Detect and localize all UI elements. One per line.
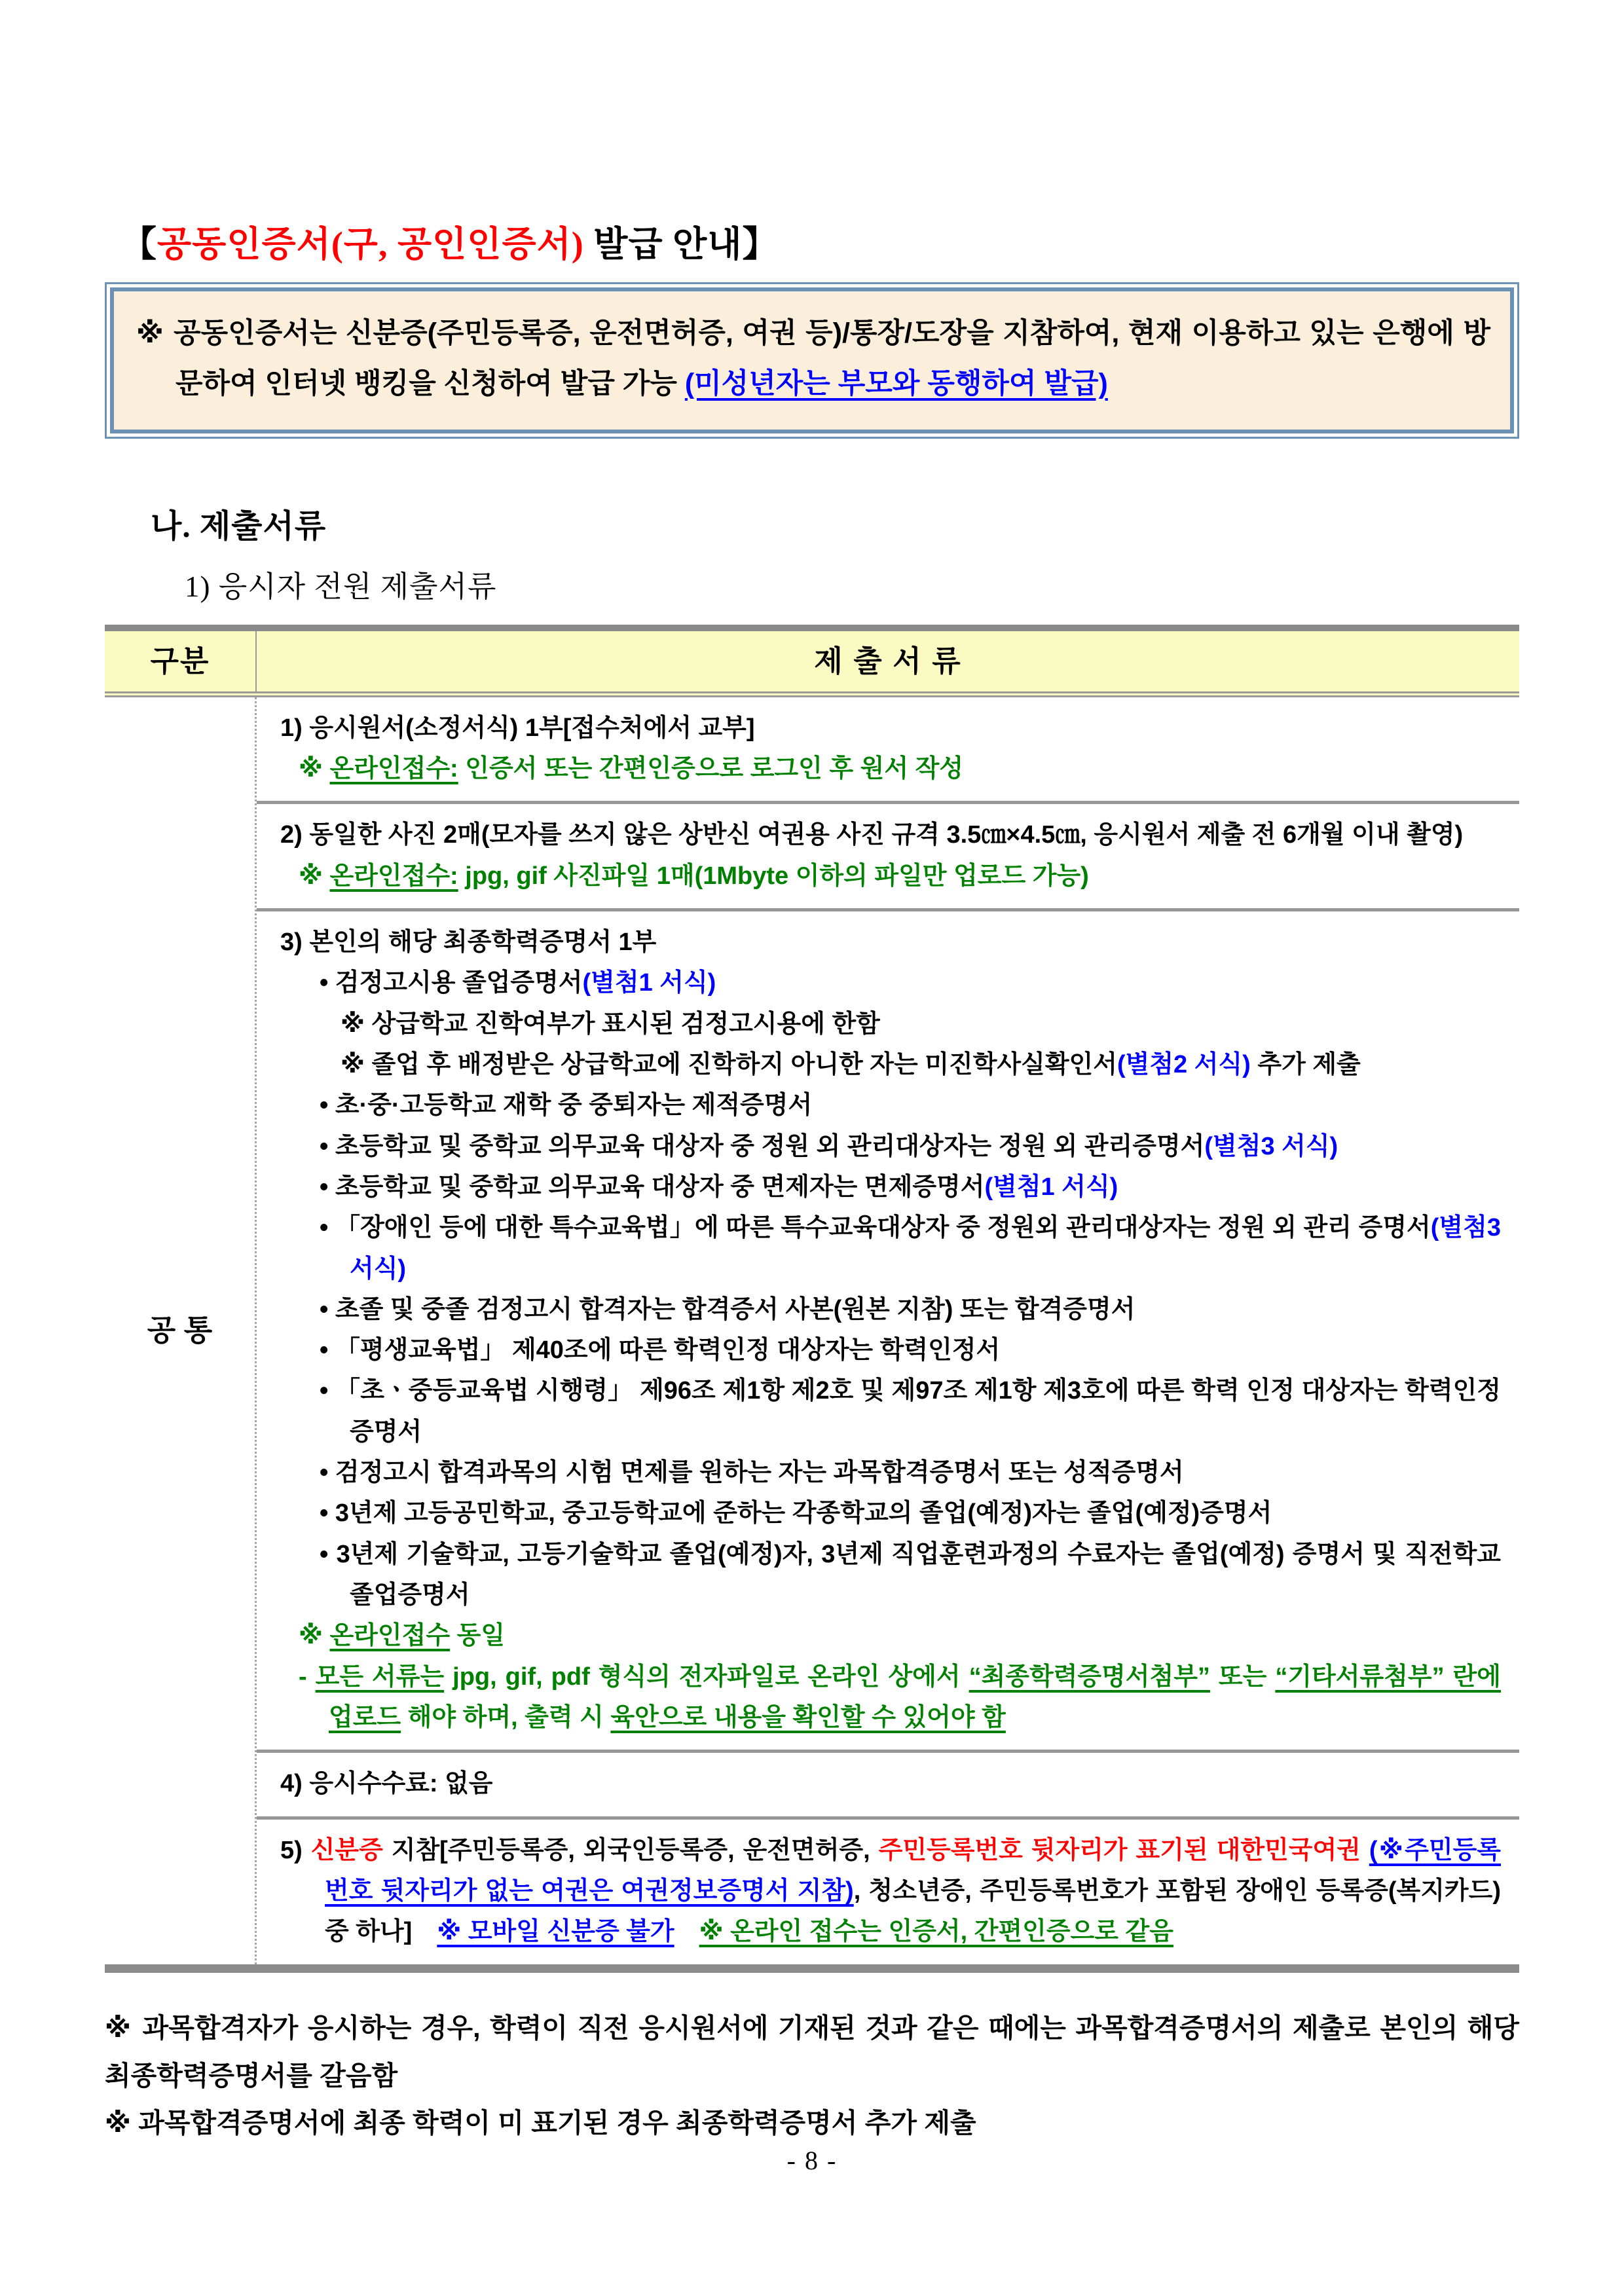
text-line xyxy=(105,2004,1519,2100)
text-line xyxy=(280,815,1501,855)
text-segment: (별첨3 서식) xyxy=(350,1214,1501,1283)
text-segment: (미성년자는 부모와 동행하여 발급) xyxy=(684,368,1108,400)
text-segment: • 검정고시 합격과목의 시험 면제를 원하는 자는 과목합격증명서 또는 성적증명서 xyxy=(320,1459,1184,1487)
page-number: - 8 - xyxy=(786,2146,838,2175)
text-segment: ※ 과목합격증명서에 최종 학력이 미 표기된 경우 최종학력증명서 추가 제출 xyxy=(105,2108,976,2139)
text-segment: 3) 본인의 해당 최종학력증명서 1부 xyxy=(280,928,657,957)
text-line xyxy=(280,1830,1501,1953)
title-rest: 발급 안내 xyxy=(583,225,743,264)
text-segment: ※ 온라인 접수는 인증서, 간편인증으로 같음 xyxy=(699,1918,1173,1946)
text-line xyxy=(320,1207,1501,1289)
text-line xyxy=(299,1615,1501,1656)
text-line xyxy=(105,2099,1519,2147)
column-header-category: 구분 xyxy=(105,631,257,691)
text-segment xyxy=(1361,1837,1369,1864)
text-line xyxy=(320,1452,1501,1493)
text-segment: “기타서류첨부” 란에 업로드 xyxy=(329,1662,1501,1731)
text-segment: (별첨1 서식) xyxy=(984,1173,1118,1201)
text-segment: ※ 모바일 신분증 불가 xyxy=(437,1918,674,1946)
text-line xyxy=(299,748,1501,789)
text-line xyxy=(299,856,1501,896)
table-row xyxy=(257,1750,1519,1816)
text-segment: 온라인접수 xyxy=(329,1622,451,1650)
text-segment: jpg, gif 사진파일 1매(1Mbyte 이하의 파일만 업로드 가능) xyxy=(458,862,1089,890)
text-segment: (별첨3 서식) xyxy=(1204,1132,1338,1160)
subsection-heading: 1) 응시자 전원 제출서류 xyxy=(185,570,497,603)
text-line xyxy=(341,1004,1501,1044)
text-line xyxy=(320,1493,1501,1533)
text-segment: 신분증 xyxy=(310,1836,383,1864)
text-segment: 동일 xyxy=(450,1622,506,1650)
text-line xyxy=(320,1330,1501,1370)
notice-box xyxy=(105,282,1519,439)
title-bracket-close: 】 xyxy=(742,225,779,264)
text-segment: jpg, gif, pdf 형식의 전자파일로 온라인 상에서 xyxy=(444,1662,969,1691)
text-segment: • 3년제 기술학교, 고등기술학교 졸업(예정)자, 3년제 직업훈련과정의 수료자는 졸업(예정) 증명서 및 직전학교 졸업증명서 xyxy=(320,1540,1501,1609)
text-segment: 해야 하며, 출력 시 xyxy=(401,1703,611,1731)
text-segment: ※ xyxy=(299,862,330,890)
text-segment: • 초등학교 및 중학교 의무교육 대상자 중 면제자는 면제증명서 xyxy=(320,1173,985,1201)
text-line xyxy=(136,308,1490,410)
text-segment: , 청소년증, 주민등록번호가 포함된 장애인 등록증(복지카드) 중 하나] xyxy=(325,1877,1501,1946)
text-segment: (별첨1 서식) xyxy=(582,969,716,997)
text-line xyxy=(320,1370,1501,1452)
table-row xyxy=(257,908,1519,1750)
text-segment: 주민등록번호 뒷자리가 표기된 대한민국여권 xyxy=(878,1836,1361,1864)
text-segment: - xyxy=(299,1662,316,1691)
text-segment: “최종학력증명서첨부” xyxy=(969,1662,1210,1691)
text-segment: • 「장애인 등에 대한 특수교육법」에 따른 특수교육대상자 중 정원외 관리대상자는 정원 외 관리 증명서 xyxy=(320,1214,1431,1242)
text-segment: 모든 서류는 xyxy=(315,1662,445,1691)
column-header-documents: 제 출 서 류 xyxy=(814,644,962,678)
text-segment: • 「초ㆍ중등교육법 시행령」 제96조 제1항 제2호 및 제97조 제1항 제3호에 따른 학력 인정 대상자는 학력인정증명서 xyxy=(320,1377,1501,1446)
text-line xyxy=(280,1763,1501,1804)
text-segment: 지참[주민등록증, 외국인등록증, 운전면허증, xyxy=(382,1836,879,1864)
text-segment: (※주민등록번호 뒷자리가 없는 여권은 여권정보증명서 지참) xyxy=(325,1836,1501,1905)
text-segment: 육안으로 내용을 확인할 수 있어야 함 xyxy=(610,1703,1006,1731)
text-line xyxy=(320,1126,1501,1167)
text-segment: 추가 제출 xyxy=(1250,1050,1361,1078)
group-label-cell xyxy=(105,697,257,1964)
text-line xyxy=(320,1167,1501,1207)
text-segment: • 초졸 및 중졸 검정고시 합격자는 합격증서 사본(원본 지참) 또는 합격증명서 xyxy=(320,1295,1135,1323)
text-segment: (별첨2 서식) xyxy=(1116,1050,1251,1078)
text-line xyxy=(280,922,1501,963)
notice-box-content xyxy=(110,287,1514,433)
text-segment: ※ 졸업 후 배정받은 상급학교에 진학하지 아니한 자는 미진학사실확인서 xyxy=(341,1050,1117,1078)
table-row xyxy=(257,1816,1519,1964)
text-segment: 1) 응시원서(소정서식) 1부[접수처에서 교부] xyxy=(280,714,755,742)
table-row xyxy=(257,697,1519,801)
text-segment: 온라인접수: xyxy=(329,862,458,890)
text-segment: 2) 동일한 사진 2매(모자를 쓰지 않은 상반신 여권용 사진 규격 3.5㎝×4.5㎝, 응시원서 제출 전 6개월 이내 촬영) xyxy=(280,821,1464,849)
footnote xyxy=(105,2099,1519,2147)
text-line xyxy=(341,1044,1501,1085)
text-segment: • 3년제 고등공민학교, 중고등학교에 준하는 각종학교의 졸업(예정)자는 졸업(예정)증명서 xyxy=(320,1499,1272,1528)
text-line xyxy=(320,1534,1501,1616)
table-header-row xyxy=(105,631,1519,697)
text-segment xyxy=(674,1918,699,1945)
text-segment: ※ 공동인증서는 신분증(주민등록증, 운전면허증, 여권 등)/통장/도장을 지참하여, 현재 이용하고 있는 은행에 방문하여 인터넷 뱅킹을 신청하여 발급 가능 xyxy=(136,318,1490,400)
table-body xyxy=(105,697,1519,1964)
text-segment: • 검정고시용 졸업증명서 xyxy=(320,969,583,997)
group-label: 공 통 xyxy=(147,1313,213,1348)
footnotes xyxy=(105,2004,1519,2148)
text-segment: • 「평생교육법」 제40조에 따른 학력인정 대상자는 학력인정서 xyxy=(320,1336,1001,1365)
text-line xyxy=(320,963,1501,1003)
text-segment: 5) xyxy=(280,1836,311,1864)
submission-documents-table xyxy=(105,625,1519,1973)
section-heading: 나. 제출서류 xyxy=(151,507,327,544)
text-segment: ※ 상급학교 진학여부가 표시된 검정고시용에 한함 xyxy=(341,1010,880,1038)
text-line xyxy=(280,708,1501,748)
text-line xyxy=(299,1657,1501,1738)
text-segment: 또는 xyxy=(1209,1662,1276,1691)
footnote xyxy=(105,2004,1519,2100)
text-line xyxy=(320,1289,1501,1330)
text-segment: • 초등학교 및 중학교 의무교육 대상자 중 정원 외 관리대상자는 정원 외 관리증명서 xyxy=(320,1132,1205,1160)
page-title xyxy=(121,216,1519,266)
text-segment: ※ xyxy=(299,1622,330,1650)
text-line xyxy=(320,1085,1501,1126)
documents-column xyxy=(257,697,1519,1964)
text-segment: ※ xyxy=(299,755,330,783)
text-segment: 4) 응시수수료: 없음 xyxy=(280,1770,493,1798)
table-row xyxy=(257,801,1519,908)
title-highlight: 공동인증서(구, 공인인증서) xyxy=(157,225,584,264)
text-segment: • 초·중·고등학교 재학 중 중퇴자는 제적증명서 xyxy=(320,1092,813,1120)
text-segment: 인증서 또는 간편인증으로 로그인 후 원서 작성 xyxy=(458,755,964,783)
text-segment: ※ 과목합격자가 응시하는 경우, 학력이 직전 응시원서에 기재된 것과 같은 때에는 과목합격증명서의 제출로 본인의 해당 최종학력증명서를 갈음함 xyxy=(105,2012,1519,2091)
text-segment: 온라인접수: xyxy=(329,755,458,783)
title-bracket-open: 【 xyxy=(121,225,157,264)
